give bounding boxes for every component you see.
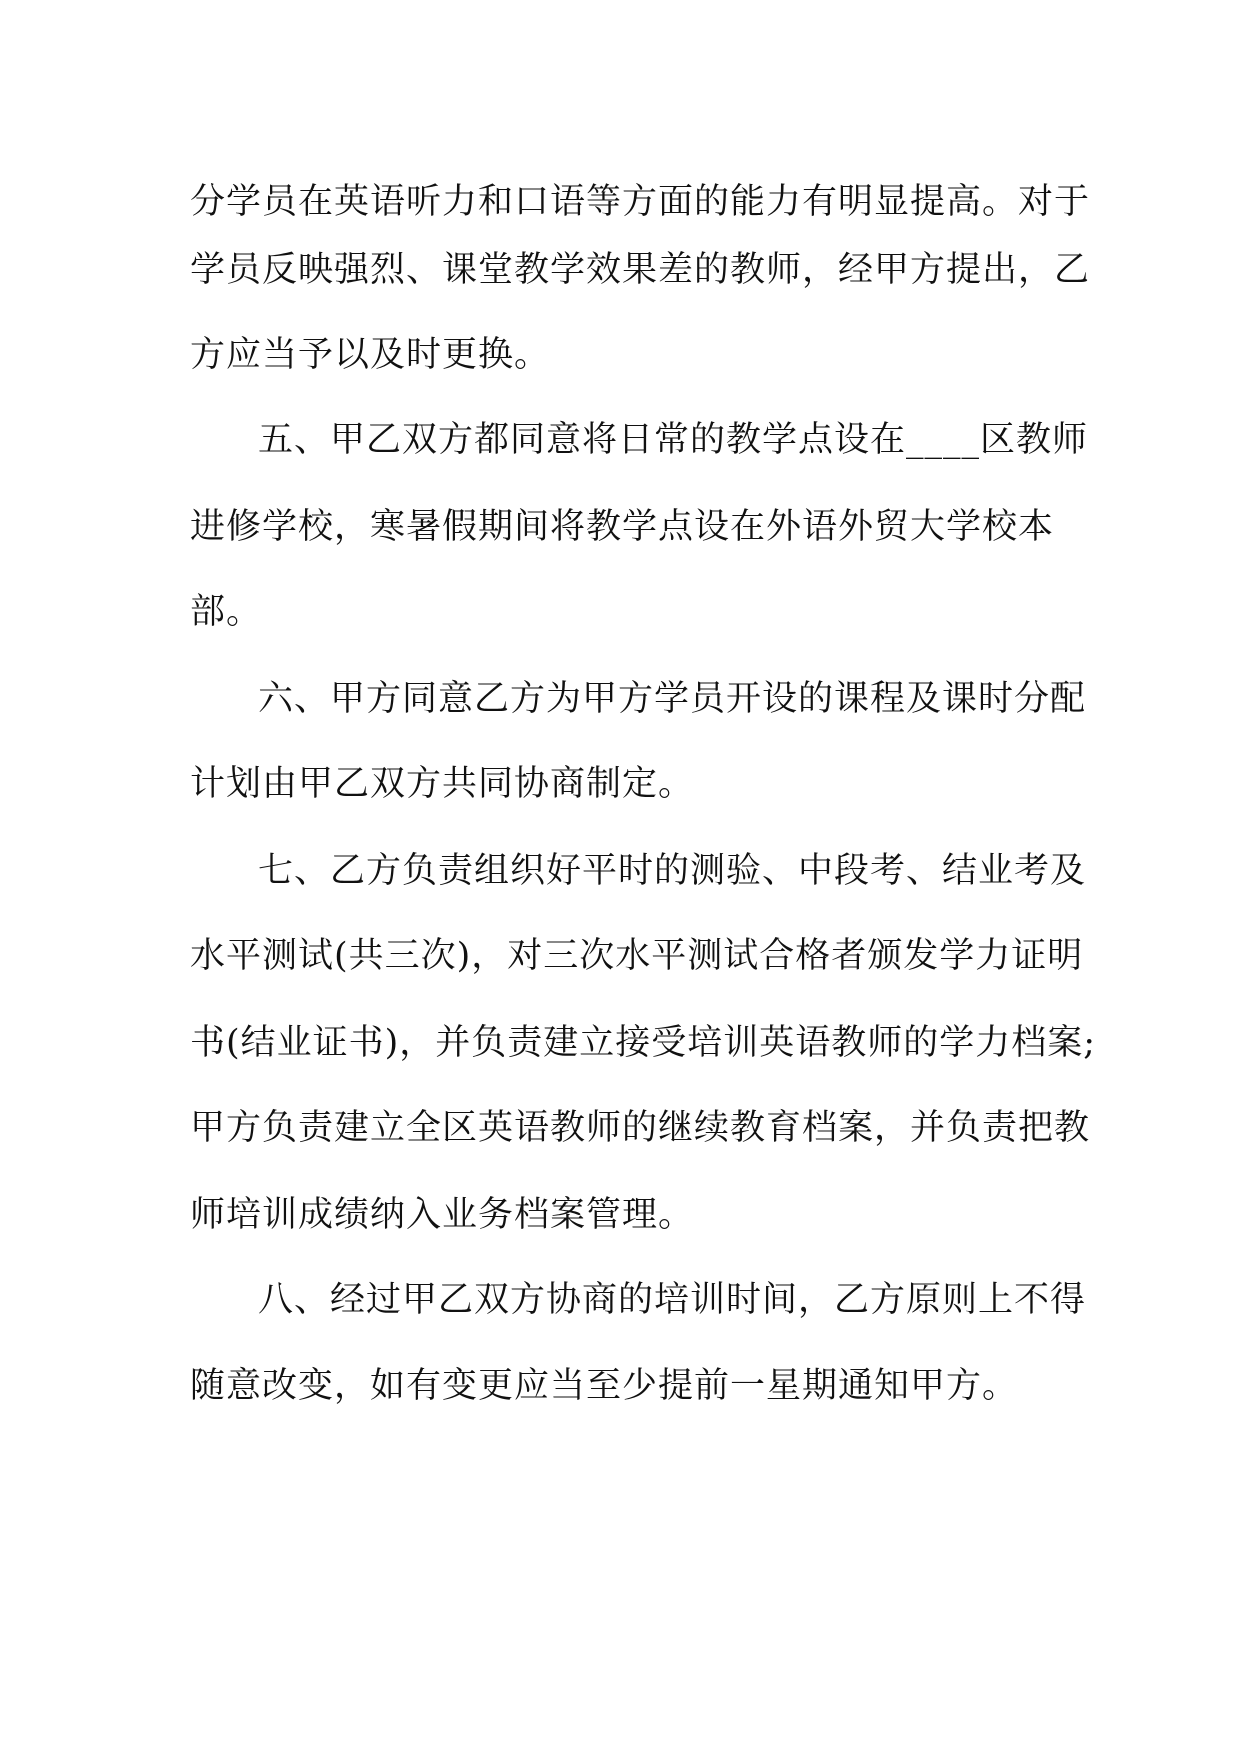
text-line: 甲方负责建立全区英语教师的继续教育档案，并负责把教	[190, 1108, 1091, 1148]
text-line: 分学员在英语听力和口语等方面的能力有明显提高。对于	[190, 182, 1091, 222]
text-line: 水平测试(共三次)，对三次水平测试合格者颁发学力证明	[190, 936, 1084, 976]
text-line: 随意改变，如有变更应当至少提前一星期通知甲方。	[190, 1366, 1019, 1406]
clause-8-line: 八、经过甲乙双方协商的培训时间，乙方原则上不得	[258, 1280, 1087, 1320]
clause-6-line: 六、甲方同意乙方为甲方学员开设的课程及课时分配	[258, 679, 1087, 719]
text-line: 计划由甲乙双方共同协商制定。	[190, 764, 695, 804]
text-line: 学员反映强烈、课堂教学效果差的教师，经甲方提出，乙	[190, 250, 1091, 290]
text-line: 进修学校，寒暑假期间将教学点设在外语外贸大学校本	[190, 507, 1055, 547]
text-line: 师培训成绩纳入业务档案管理。	[190, 1195, 695, 1235]
clause-7-line: 七、乙方负责组织好平时的测验、中段考、结业考及	[258, 851, 1087, 891]
text-line: 书(结业证书)，并负责建立接受培训英语教师的学力档案;	[190, 1023, 1097, 1063]
clause-5-line: 五、甲乙双方都同意将日常的教学点设在____区教师	[258, 420, 1089, 460]
text-line: 方应当予以及时更换。	[190, 335, 551, 375]
text-line: 部。	[190, 592, 263, 632]
